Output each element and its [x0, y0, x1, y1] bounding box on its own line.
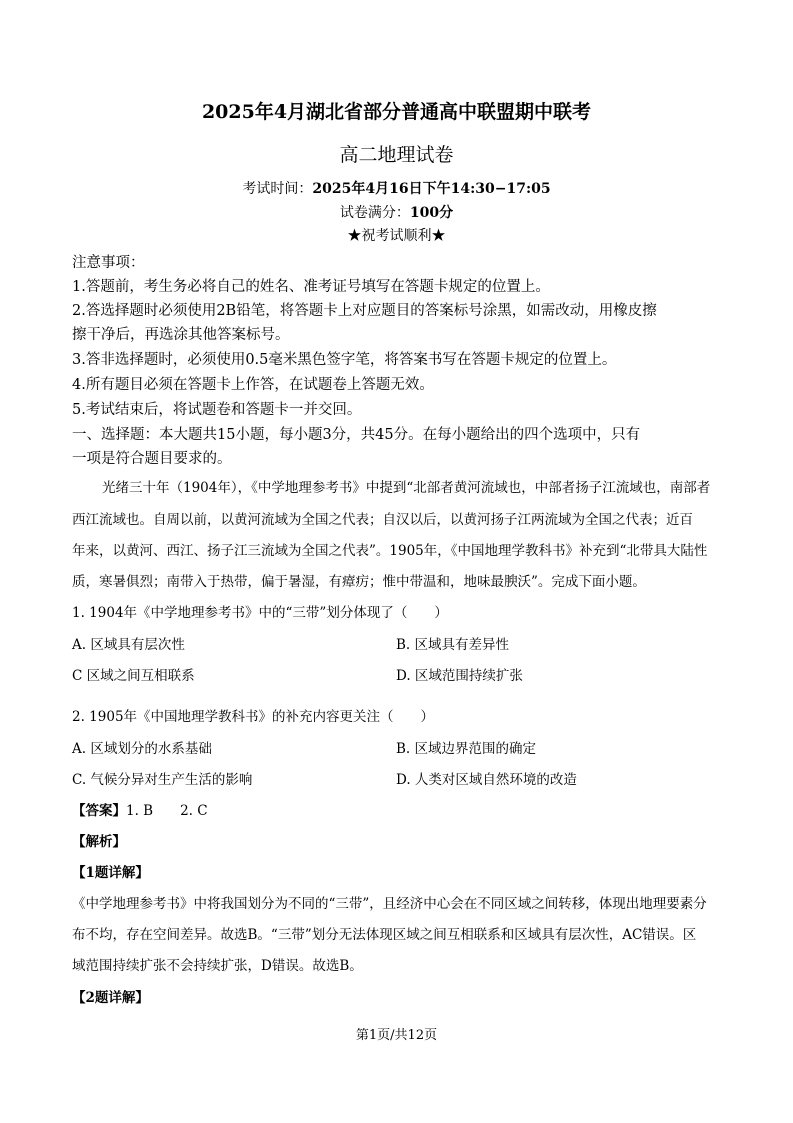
- notice-line: 3.答非选择题时，必须使用0.5毫米黑色签字笔，将答案书写在答题卡规定的位置上。: [72, 352, 617, 368]
- q1-detail-label: 【1题详解】: [72, 865, 149, 881]
- answer-line: [72, 799, 208, 819]
- question-2-stem: 2. 1905年《中国地理学教科书》的补充内容更关注（ ）: [72, 709, 435, 725]
- question-2-option-b: B. 区域边界范围的确定: [396, 741, 537, 757]
- exam-score-value: 100分: [409, 205, 454, 221]
- passage-line: 年来，以黄河、西江、扬子江三流域为全国之代表”。1905年，《中国地理学教科书》补充到“北带具大陆性: [72, 543, 708, 559]
- notice-heading: 注意事项：: [72, 255, 145, 271]
- notice-line: 1.答题前，考生务必将自己的姓名、准考证号填写在答题卡规定的位置上。: [72, 279, 550, 295]
- notice-line: 擦干净后，再选涂其他答案标号。: [72, 327, 290, 343]
- section-heading: 一项是符合题目要求的。: [72, 451, 232, 467]
- exam-title: 2025年4月湖北省部分普通高中联盟期中联考: [201, 101, 592, 123]
- q1-detail-line: 布不均，存在空间差异。故选B。“三带”划分无法体现区域之间互相联系和区域具有层次性，AC错误。区: [72, 927, 697, 943]
- question-1-option-b: B. 区域具有差异性: [396, 637, 510, 653]
- question-2-option-a: A. 区域划分的水系基础: [72, 741, 212, 757]
- exam-score: [0, 202, 793, 222]
- question-2-option-d: D. 人类对区域自然环境的改造: [396, 772, 577, 788]
- question-1-option-a: A. 区域具有层次性: [72, 637, 185, 653]
- question-1-option-c: C 区域之间互相联系: [72, 668, 195, 684]
- answer-label: 【答案】: [72, 803, 126, 819]
- notice-line: 5.考试结束后，将试题卷和答题卡一并交回。: [72, 402, 362, 418]
- q2-detail-label: 【2题详解】: [72, 990, 149, 1006]
- passage-line: 西江流域也。自周以前，以黄河流域为全国之代表；自汉以后，以黄河扬子江两流域为全国之代表；近百: [72, 512, 693, 528]
- q1-detail-line: 域范围持续扩张不会持续扩张，D错误。故选B。: [72, 958, 363, 974]
- exam-time-label: 考试时间：: [242, 181, 313, 197]
- exam-score-label: 试卷满分：: [339, 205, 410, 221]
- question-2-option-c: C. 气候分异对生产生活的影响: [72, 772, 253, 788]
- exam-time: [0, 178, 793, 198]
- good-luck-wish: ★祝考试顺利★: [347, 228, 446, 244]
- answer-text: 1. B 2. C: [126, 803, 208, 819]
- q1-detail-line: 《中学地理参考书》中将我国划分为不同的“三带”，且经济中心会在不同区域之间转移，体现出地理要素分: [72, 896, 707, 912]
- exam-time-value: 2025年4月16日下午14:30−17:05: [312, 181, 551, 197]
- question-1-stem: 1. 1904年《中学地理参考书》中的“三带”划分体现了（ ）: [72, 605, 448, 621]
- question-1-option-d: D. 区域范围持续扩张: [396, 668, 523, 684]
- passage-line: 质，寒暑俱烈；南带入于热带，偏于暑湿，有瘴疠；惟中带温和，地味最腴沃”。完成下面小题。: [72, 574, 646, 590]
- analysis-label: 【解析】: [72, 834, 126, 850]
- passage-line: 光绪三十年（1904年），《中学地理参考书》中提到“北部者黄河流域也，中部者扬子江流域也，南部者: [102, 480, 711, 496]
- notice-line: 4.所有题目必须在答题卡上作答，在试题卷上答题无效。: [72, 377, 434, 393]
- section-heading: 一、选择题：本大题共15小题，每小题3分，共45分。在每小题给出的四个选项中，只有: [72, 427, 641, 443]
- notice-line: 2.答选择题时必须使用2B铅笔，将答题卡上对应题目的答案标号涂黑，如需改动，用橡皮擦: [72, 303, 657, 319]
- page-number: 第1页/共12页: [355, 1028, 438, 1043]
- subject-title: 高二地理试卷: [339, 144, 454, 166]
